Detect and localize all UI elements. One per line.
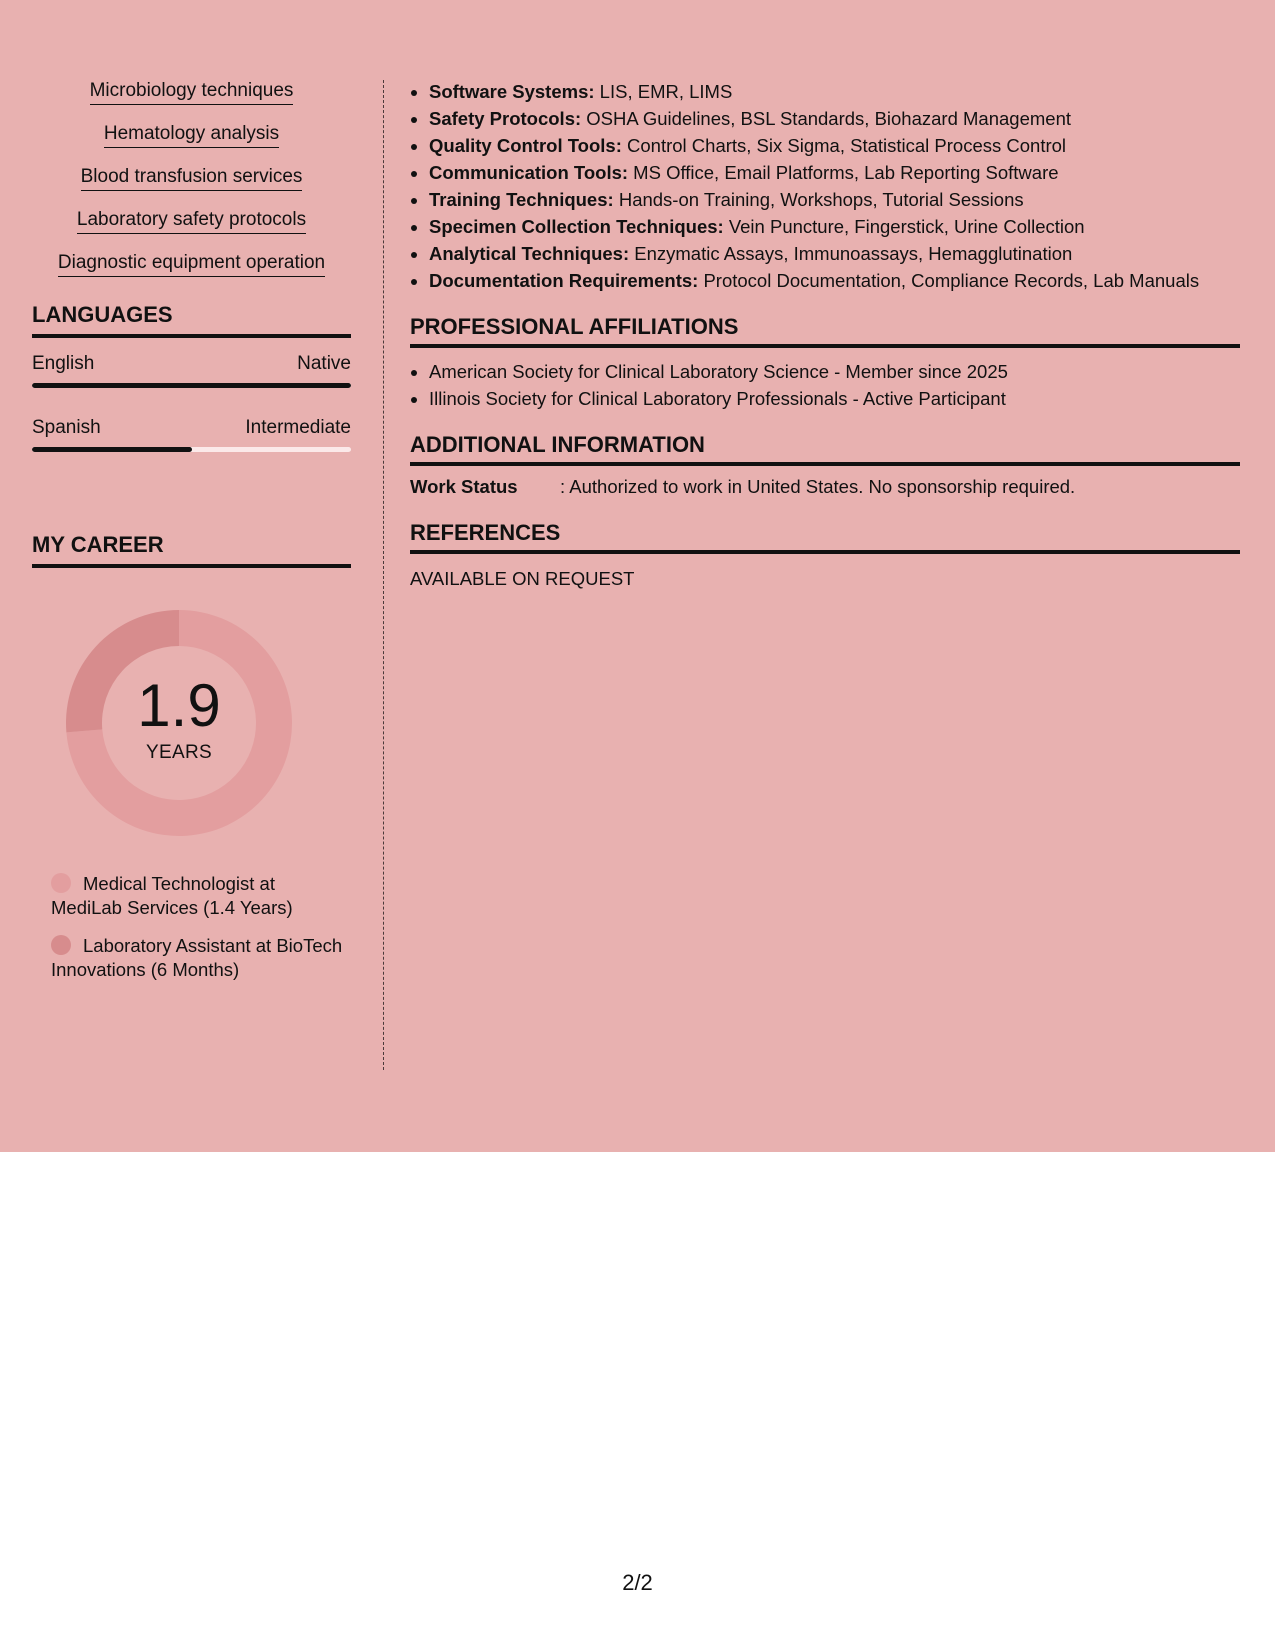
left-column bbox=[32, 78, 351, 996]
technical-skill-label: Training Techniques: bbox=[429, 189, 614, 210]
language-row-english bbox=[32, 352, 351, 388]
technical-skill-label: Safety Protocols: bbox=[429, 108, 582, 129]
technical-skill-label: Communication Tools: bbox=[429, 162, 629, 183]
language-level: Intermediate bbox=[245, 417, 351, 438]
technical-skill-label: Documentation Requirements: bbox=[429, 270, 699, 291]
language-row-spanish bbox=[32, 416, 351, 452]
right-column bbox=[410, 78, 1240, 592]
page-number: 2/2 bbox=[622, 1570, 653, 1595]
skill-item bbox=[32, 121, 351, 149]
technical-skill-value: Vein Puncture, Fingerstick, Urine Collection bbox=[723, 216, 1085, 237]
career-legend-item bbox=[51, 934, 351, 982]
language-proficiency-fill bbox=[32, 447, 192, 452]
legend-label: Medical Technologist at MediLab Services (1.4 Years) bbox=[51, 873, 293, 918]
technical-skill-item bbox=[429, 213, 1240, 240]
technical-skill-value: Hands-on Training, Workshops, Tutorial Sessions bbox=[613, 189, 1024, 210]
career-legend bbox=[51, 872, 351, 982]
technical-skill-value: Enzymatic Assays, Immunoassays, Hemagglutination bbox=[629, 243, 1073, 264]
language-name: Spanish bbox=[32, 417, 101, 438]
references-heading: REFERENCES bbox=[410, 520, 1240, 554]
technical-skill-item bbox=[429, 78, 1240, 105]
language-name: English bbox=[32, 353, 95, 374]
work-status-row bbox=[410, 474, 1240, 500]
work-status-label: Work Status bbox=[410, 476, 518, 497]
technical-skill-item bbox=[429, 159, 1240, 186]
column-divider bbox=[383, 80, 384, 1070]
technical-skill-item bbox=[429, 186, 1240, 213]
technical-skill-label: Software Systems: bbox=[429, 81, 595, 102]
affiliation-item: • Illinois Society for Clinical Laboratory Professionals - Active Participant bbox=[429, 385, 1240, 412]
legend-dot bbox=[51, 935, 71, 955]
technical-skill-value: LIS, EMR, LIMS bbox=[594, 81, 733, 102]
language-proficiency-fill bbox=[32, 383, 351, 388]
technical-skill-value: Control Charts, Six Sigma, Statistical Process Control bbox=[621, 135, 1067, 156]
technical-skill-item bbox=[429, 132, 1240, 159]
skill-label: Diagnostic equipment operation bbox=[58, 252, 325, 277]
additional-info-heading: ADDITIONAL INFORMATION bbox=[410, 432, 1240, 466]
technical-skill-label: Quality Control Tools: bbox=[429, 135, 622, 156]
technical-skill-item bbox=[429, 105, 1240, 132]
work-status-value: : Authorized to work in United States. No sponsorship required. bbox=[560, 476, 1076, 497]
technical-skill-value: MS Office, Email Platforms, Lab Reporting Software bbox=[628, 162, 1059, 183]
career-total-years: 1.9 bbox=[137, 672, 221, 739]
skill-label: Laboratory safety protocols bbox=[77, 209, 306, 234]
affiliations-heading: PROFESSIONAL AFFILIATIONS bbox=[410, 314, 1240, 348]
skill-label: Blood transfusion services bbox=[81, 166, 303, 191]
technical-skill-label: Analytical Techniques: bbox=[429, 243, 630, 264]
affiliations-list bbox=[410, 358, 1240, 412]
legend-dot bbox=[51, 873, 71, 893]
skill-item bbox=[32, 250, 351, 278]
affiliation-item: • American Society for Clinical Laboratory Science - Member since 2025 bbox=[429, 358, 1240, 385]
languages-heading: LANGUAGES bbox=[32, 302, 351, 338]
technical-skill-label: Specimen Collection Techniques: bbox=[429, 216, 724, 237]
skill-label: Microbiology techniques bbox=[90, 80, 294, 105]
career-heading: MY CAREER bbox=[32, 532, 351, 568]
skill-label: Hematology analysis bbox=[104, 123, 279, 148]
references-text: AVAILABLE ON REQUEST bbox=[410, 568, 635, 589]
skills-list bbox=[32, 78, 351, 278]
career-donut-center bbox=[66, 610, 292, 836]
skill-item bbox=[32, 78, 351, 106]
career-donut-chart bbox=[66, 610, 292, 836]
skill-item bbox=[32, 164, 351, 192]
legend-label: Laboratory Assistant at BioTech Innovations (6 Months) bbox=[51, 935, 343, 980]
career-total-unit: YEARS bbox=[146, 742, 212, 763]
technical-skill-value: OSHA Guidelines, BSL Standards, Biohazard Management bbox=[581, 108, 1071, 129]
technical-skills-list bbox=[410, 78, 1240, 294]
technical-skill-value: Protocol Documentation, Compliance Records, Lab Manuals bbox=[698, 270, 1200, 291]
language-proficiency-bar bbox=[32, 383, 351, 388]
language-level: Native bbox=[297, 353, 351, 374]
skill-item bbox=[32, 207, 351, 235]
technical-skill-item bbox=[429, 267, 1240, 294]
career-legend-item bbox=[51, 872, 351, 920]
technical-skill-item bbox=[429, 240, 1240, 267]
language-proficiency-bar bbox=[32, 447, 351, 452]
